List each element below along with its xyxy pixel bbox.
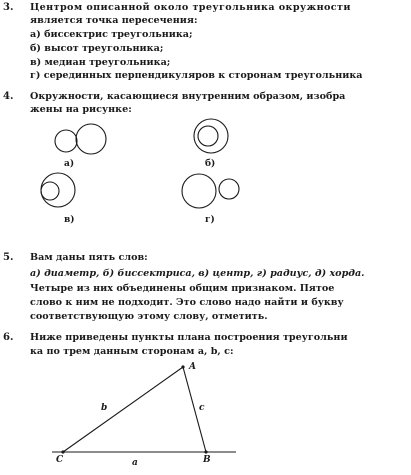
q3-option-a: а) биссектрис треугольника; [30, 29, 193, 40]
circle-b-outer [194, 119, 228, 153]
q3-line-2: является точка пересечения: [30, 15, 198, 26]
figure-label-a: а) [64, 159, 75, 169]
figure-label-c: в) [64, 215, 75, 225]
q4-number: 4. [3, 91, 14, 102]
q5-line-1: Вам даны пять слов: [30, 252, 148, 263]
q5-line-4: слово к ним не подходит. Это слово надо найти и букву [30, 297, 344, 308]
vertex-c-label: C [56, 455, 64, 465]
figure-label-b: б) [205, 159, 216, 169]
q5-line-5: соответствующую этому слову, отметить. [30, 311, 268, 322]
q6-line-1: Ниже приведены пункты плана построения треугольни [30, 332, 348, 343]
vertex-c-point [61, 450, 64, 453]
q5-line-3: Четыре из них объединены общим признаком. Пятое [30, 283, 335, 294]
circle-d-small [219, 179, 239, 199]
side-b-label: b [101, 403, 108, 413]
circle-c-outer [41, 173, 75, 207]
circle-b-inner [198, 126, 218, 146]
q4-line-2: жены на рисунке: [30, 104, 132, 115]
q3-option-d: г) серединных перпендикуляров к сторонам треугольника [30, 70, 363, 81]
figure-label-d: г) [205, 215, 215, 225]
circle-d-large [182, 174, 216, 208]
vertex-b-point [204, 450, 207, 453]
q4-line-1: Окружности, касающиеся внутренним образом, изобра [30, 91, 346, 102]
circle-a-large [76, 124, 106, 154]
side-a-label: a [132, 458, 138, 468]
q5-number: 5. [3, 252, 14, 263]
circle-a-small [55, 130, 77, 152]
q3-option-b: б) высот треугольника; [30, 43, 164, 54]
q3-option-c: в) медиан треугольника; [30, 57, 171, 68]
circle-c-inner [41, 182, 59, 200]
q3-line-1: Центром описанной около треугольника окружности [30, 2, 351, 13]
q6-number: 6. [3, 332, 14, 343]
q3-number: 3. [3, 2, 14, 13]
q5-line-2: а) диаметр, б) биссектриса, в) центр, г) радиус, д) хорда. [30, 268, 365, 279]
q6-line-2: ка по трем данным сторонам a, b, c: [30, 346, 234, 357]
vertex-a-label: A [189, 362, 196, 372]
side-b-line [63, 367, 183, 452]
side-c-label: c [199, 403, 205, 413]
vertex-a-point [181, 365, 184, 368]
vertex-b-label: B [203, 455, 211, 465]
